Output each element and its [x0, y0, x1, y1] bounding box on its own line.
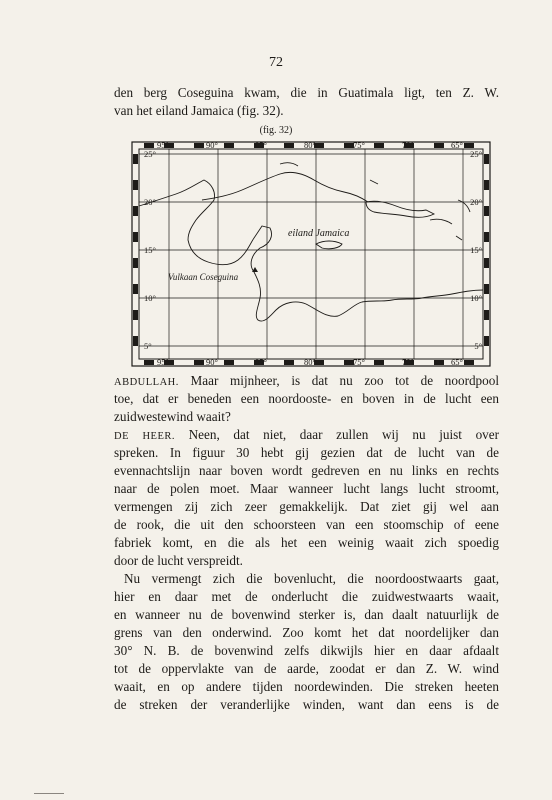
dialogue-heer-line-1	[114, 426, 499, 446]
paragraph-text: tot de oppervlakte van de aarde, zoodat er dan Z. W. wind	[114, 661, 499, 676]
dialogue-text: naar de polen moet. Maar wanneer lucht langs lucht stroomt,	[114, 481, 499, 496]
left-degree-label: 25°	[144, 149, 156, 159]
dialogue-heer-line-2	[114, 444, 499, 462]
dialogue-heer-line-7	[114, 534, 499, 552]
paragraph-line-6	[114, 660, 499, 678]
paragraph-line-4	[114, 624, 499, 642]
bottom-degree-label: 65°	[451, 357, 463, 367]
intro-line-2	[114, 102, 499, 120]
top-degree-label: 90°	[206, 140, 218, 150]
dialogue-text: door de lucht verspreidt.	[114, 553, 243, 568]
right-degree-label: 5°	[474, 341, 482, 351]
dialogue-abdullah-line-3	[114, 408, 499, 426]
map-graduation-bands	[133, 143, 489, 365]
right-degree-label: 20°	[470, 197, 482, 207]
map-coastlines	[139, 163, 483, 321]
map-outer-border	[132, 142, 490, 366]
page-number: 72	[269, 55, 283, 70]
dialogue-abdullah-text-1: Maar mijnheer, is dat nu zoo tot de noordpool	[190, 373, 500, 388]
paragraph-line-1	[124, 570, 499, 588]
dialogue-text: fabriek komt, en die als het een weinig waait zich spoedig	[114, 535, 499, 550]
right-degree-labels	[470, 149, 482, 351]
dialogue-heer-line-8	[114, 552, 499, 570]
paragraph-text: Nu vermengt zich die bovenlucht, die noordoostwaarts gaat,	[124, 571, 499, 586]
bottom-degree-label: 95°	[157, 357, 169, 367]
left-degree-label: 20°	[144, 197, 156, 207]
paragraph-text: waait, en op andere tijden noordewinden. Die streken heeten	[114, 679, 499, 694]
map-graticule	[139, 149, 483, 359]
dialogue-heer-line-5	[114, 498, 499, 516]
paragraph-line-3	[114, 606, 499, 624]
dialogue-heer-line-3	[114, 462, 499, 480]
right-degree-label: 10°	[470, 293, 482, 303]
bottom-degree-label: 90°	[206, 357, 218, 367]
label-jamaica: eiland Jamaica	[288, 228, 350, 239]
paragraph-text: en wanneer nu de bovenwind sterker is, dan daalt natuurlijk de	[114, 607, 499, 622]
map-figure	[130, 140, 492, 368]
top-degree-label: 65°	[451, 140, 463, 150]
paragraph-line-2	[114, 588, 499, 606]
paragraph-text: hier en daar met de onderlucht die zuidwestwaarts waait,	[114, 589, 499, 604]
dialogue-heer-line-4	[114, 480, 499, 498]
top-degree-label: 95°	[157, 140, 169, 150]
top-degree-label: 70°	[402, 140, 414, 150]
intro-text-2: van het eiland Jamaica (fig. 32).	[114, 103, 284, 118]
bottom-degree-label: 85°	[255, 357, 267, 367]
dialogue-abdullah-line-1	[114, 372, 499, 392]
map-inner-border	[139, 149, 483, 359]
bottom-degree-label: 75°	[353, 357, 365, 367]
dialogue-heer-line-6	[114, 516, 499, 534]
paragraph-line-8	[114, 696, 499, 714]
dialogue-text: spreken. In figuur 30 hebt gij gezien dat de lucht van de	[114, 445, 499, 460]
dialogue-text: de rook, die uit den schoorsteen van een stoomschip of eene	[114, 517, 499, 532]
speaker-de-heer: DE HEER.	[114, 431, 175, 442]
left-degree-labels	[144, 149, 156, 351]
figure-caption: (fig. 32)	[259, 125, 293, 136]
scan-artifact	[34, 793, 64, 794]
top-degree-label: 80°	[304, 140, 316, 150]
right-degree-label: 15°	[470, 245, 482, 255]
left-degree-label: 15°	[144, 245, 156, 255]
left-degree-label: 5°	[144, 341, 152, 351]
dialogue-text: vermengen zij zich zeer gemakkelijk. Dat ziet gij wel aan	[114, 499, 499, 514]
paragraph-line-5	[114, 642, 499, 660]
dialogue-text: evennachtslijn naar boven wordt gedreven en nu links en rechts	[114, 463, 499, 478]
dialogue-heer-text-1: Neen, dat niet, daar zullen wij nu juist over	[188, 427, 500, 442]
dialogue-text: zuidwestewind waait?	[114, 409, 231, 424]
label-volcano: Vulkaan Coseguina	[168, 272, 239, 282]
top-degree-label: 75°	[353, 140, 365, 150]
paragraph-text: grens van den onderwind. Zoo komt het dat noordelijker dan	[114, 625, 499, 640]
paragraph-line-7	[114, 678, 499, 696]
bottom-degree-label: 80°	[304, 357, 316, 367]
paragraph-text: 30° N. B. de bovenwind zelfs dikwijls hier en daar afdaalt	[114, 643, 499, 658]
dialogue-text: toe, dat er beneden een noordooste- en boven in de lucht een	[114, 391, 499, 406]
dialogue-abdullah-line-2	[114, 390, 499, 408]
intro-text-1: den berg Coseguina kwam, die in Guatimala ligt, ten Z. W.	[114, 85, 499, 100]
left-degree-label: 10°	[144, 293, 156, 303]
speaker-abdullah: ABDULLAH.	[114, 377, 179, 388]
paragraph-text: de streken der veranderlijke winden, want dan eens is de	[114, 697, 499, 712]
intro-line-1	[114, 84, 499, 102]
top-degree-label: 85°	[255, 140, 267, 150]
bottom-degree-label: 70°	[402, 357, 414, 367]
right-degree-label: 25°	[470, 149, 482, 159]
